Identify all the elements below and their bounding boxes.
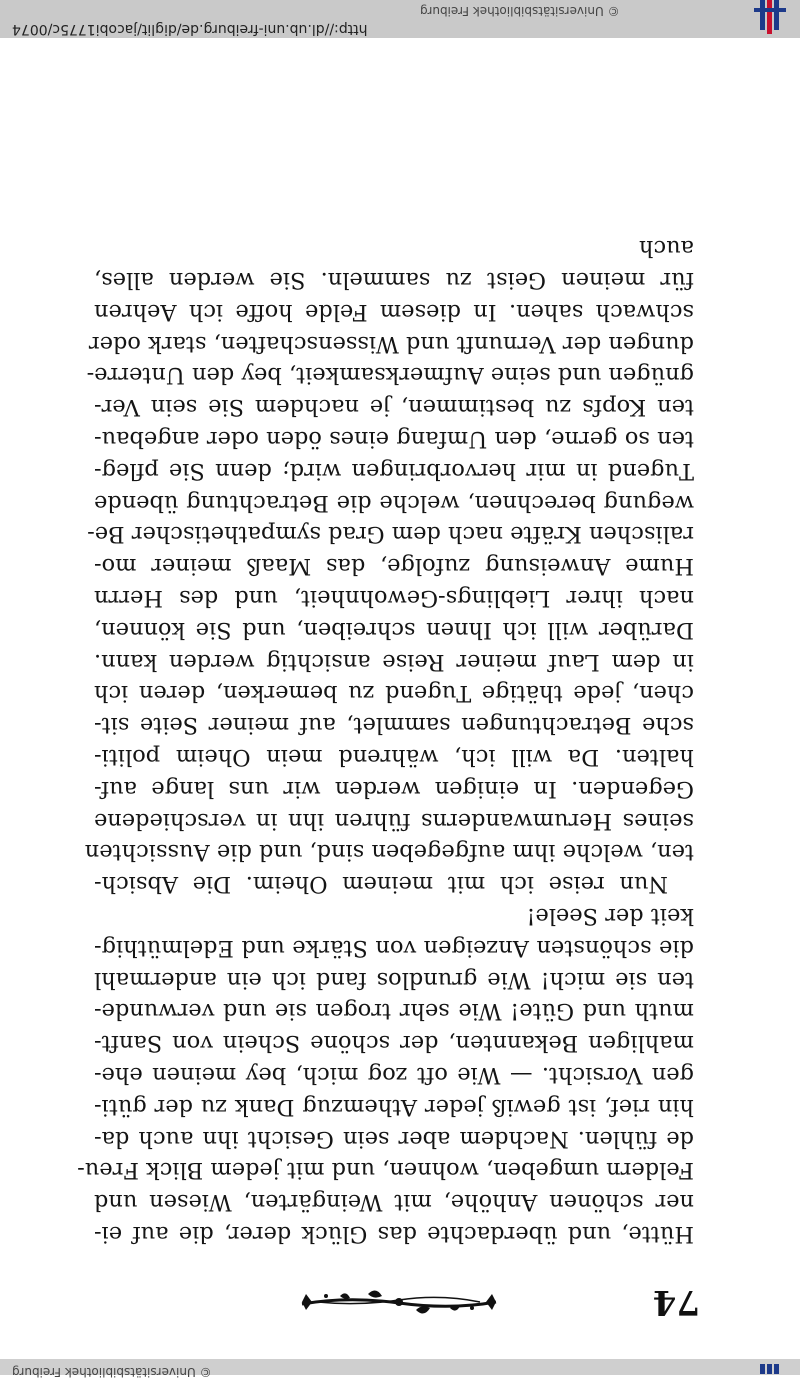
text-line: Hume Anweisung zufolge, das Maaß meiner mo- — [94, 553, 694, 580]
body-text — [77, 232, 694, 1250]
text-line: Feldern umgeben, wohnen, und mit jedem Blick Freu- — [77, 1157, 694, 1184]
text-line: für meinen Geist zu sammeln. Sie werden alles, — [94, 267, 694, 294]
viewer-bottom-band — [0, 1359, 800, 1379]
text-line: die schönsten Anzeigen von Stärke und Edelmüthig- — [94, 934, 694, 961]
document-page-rotated — [0, 38, 800, 1359]
text-line: ten sie mich! Wie grundlos fand ich ein andermahl — [94, 966, 694, 993]
text-line: halten. Da will ich, während mein Oheim politi- — [94, 744, 694, 771]
text-line: Darüber will ich Ihnen schreiben, und Sie können, — [94, 616, 694, 643]
text-line: ten Kopfs zu bestimmen, je nachdem Sie sein Ver- — [94, 394, 694, 421]
text-line: sche Betrachtungen sammlet, auf meiner Seite sit- — [94, 712, 694, 739]
page-number: 74 — [652, 1282, 700, 1322]
text-line: seines Herumwanderns führen ihn in verschiedene — [94, 807, 694, 834]
text-line: gnügen und seine Aufmerksamkeit, bey den Unterre- — [86, 362, 694, 389]
text-line: dungen der Vernunft und Wissenschaften, stark oder — [88, 330, 694, 357]
text-line: Tugend in mir hervorbringen wird; denn Sie pfleg- — [94, 457, 694, 484]
text-line: nach ihrer Lieblings-Gewohnheit, und des Herrn — [94, 585, 694, 612]
viewer-bottom-band-content — [0, 1359, 800, 1379]
text-line: ner schönen Anhöhe, mit Weingärten, Wiesen und — [94, 1189, 694, 1216]
viewer-top-band-content — [0, 0, 800, 38]
viewer-top-band — [0, 0, 800, 38]
copyright-credit-bottom: © Universitätsbibliothek Freiburg — [12, 1365, 212, 1379]
text-line: ralischen Kräfte nach dem Grad sympathetischer Be- — [87, 521, 694, 548]
copyright-credit-top: © Universitätsbibliothek Freiburg — [420, 4, 620, 18]
page-header — [0, 1272, 800, 1332]
text-line: muth und Güte! Wie sehr trogen sie und verwunde- — [94, 998, 694, 1025]
text-line: schwach sahen. In diesem Felde hoffe ich Aehren — [94, 298, 694, 325]
document-page — [0, 38, 800, 1359]
text-line: Hütte, und überdachte das Glück derer, die auf ei- — [94, 1221, 694, 1247]
text-line: de fühlen. Nachdem aber sein Gesicht ihn auch da- — [94, 1125, 694, 1152]
ornament-vignette-icon — [298, 1286, 500, 1320]
text-line: mahligen Bekannten, der schöne Schein von Sanft- — [94, 1030, 694, 1057]
text-line: wegung berechnen, welche die Betrachtung übende — [94, 489, 694, 516]
text-line: chen, jede thätige Tugend zu bemerken, deren ich — [94, 680, 694, 707]
text-line: Nun reise ich mit meinem Oheim. Die Absich- — [94, 871, 668, 898]
library-logo-small-icon — [758, 1362, 780, 1374]
text-line: Gegenden. In einigen werden wir uns lange auf- — [94, 775, 694, 802]
text-line: hin rief, ist gewiß jeder Athemzug Dank zu der güti- — [94, 1093, 694, 1120]
library-logo-icon — [750, 0, 790, 34]
text-line: in dem Lauf meiner Reise ansichtig werden kann. — [94, 648, 694, 675]
text-line: auch — [639, 235, 694, 262]
text-line: ten, welche ihm aufgegeben sind, und die Aussichten — [84, 839, 694, 866]
text-line: keit der Seele! — [526, 903, 694, 930]
text-line: ten so gerne, den Umfang eines öden oder angebau- — [94, 426, 694, 453]
text-line: gen Vorsicht. — Wie oft zog mich, bey meinen ehe- — [94, 1062, 694, 1089]
source-url[interactable]: http://dl.ub.uni-freiburg.de/diglit/jacobi1775c/0074 — [12, 21, 368, 37]
